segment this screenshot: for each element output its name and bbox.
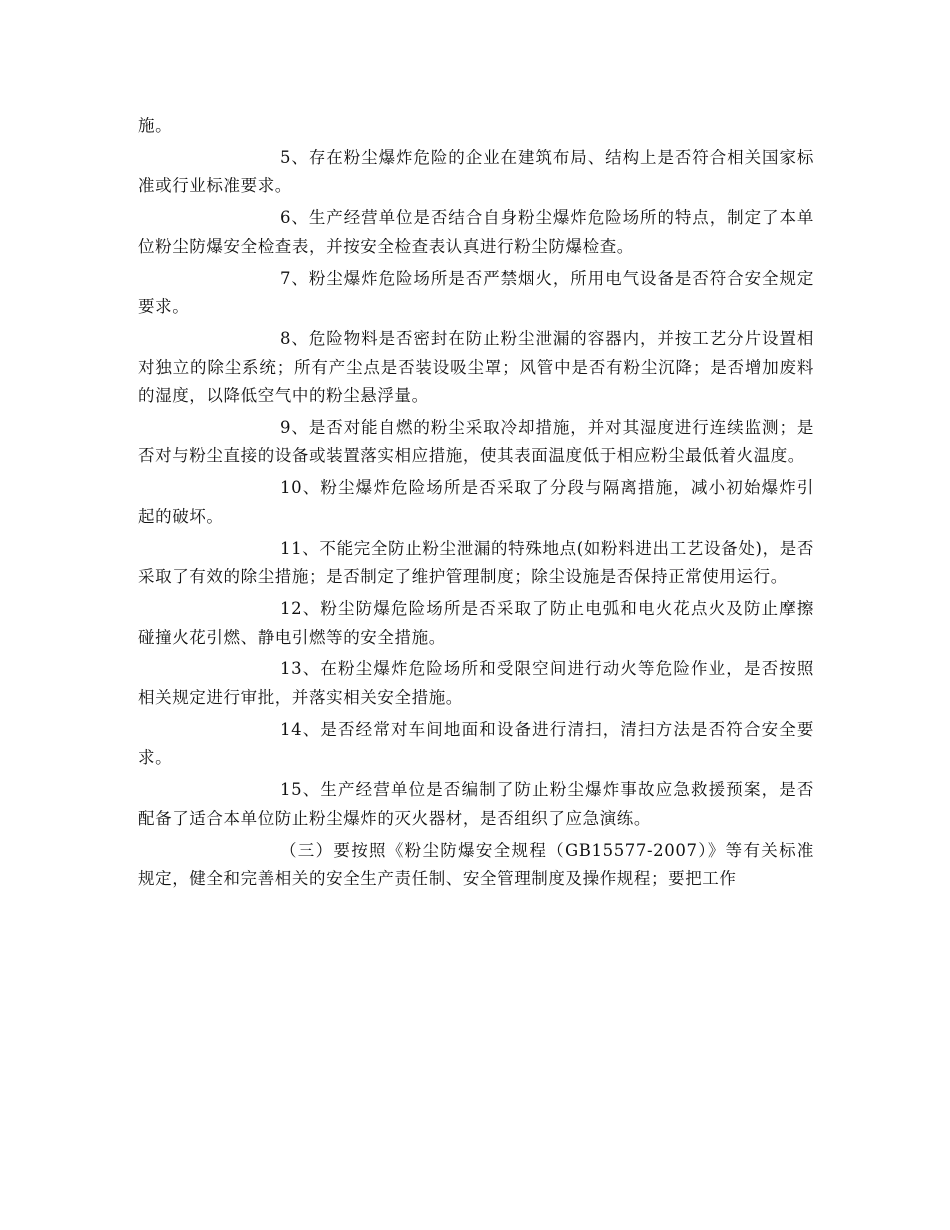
paragraph-item-13: 13、在粉尘爆炸危险场所和受限空间进行动火等危险作业，是否按照相关规定进行审批，并落实相关安全措施。 (138, 659, 814, 707)
paragraph-item-9: 9、是否对能自燃的粉尘采取冷却措施，并对其湿度进行连续监测；是否对与粉尘直接的设备或装置落实相应措施，使其表面温度低于相应粉尘最低着火温度。 (138, 417, 814, 466)
paragraph-item-5: 5、存在粉尘爆炸危险的企业在建筑布局、结构上是否符合相关国家标准或行业标准要求。 (138, 147, 814, 196)
paragraph-item-8: 8、危险物料是否密封在防止粉尘泄漏的容器内，并按工艺分片设置相对独立的除尘系统；所有产尘点是否装设吸尘罩；风管中是否有粉尘沉降；是否增加废料的湿度，以降低空气中的粉尘悬浮量。 (138, 328, 814, 406)
paragraph-item-15: 15、生产经营单位是否编制了防止粉尘爆炸事故应急救援预案，是否配备了适合本单位防止粉尘爆炸的灭火器材，是否组织了应急演练。 (138, 780, 814, 828)
paragraph-item-10: 10、粉尘爆炸危险场所是否采取了分段与隔离措施，减小初始爆炸引起的破坏。 (138, 478, 814, 526)
paragraph-item-12: 12、粉尘防爆危险场所是否采取了防止电弧和电火花点火及防止摩擦碰撞火花引燃、静电引燃等的安全措施。 (138, 599, 814, 647)
document-page (138, 112, 814, 897)
paragraph-section-3: （三）要按照《粉尘防爆安全规程（GB15577-2007）》等有关标准规定，健全和完善相关的安全生产责任制、安全管理制度及操作规程；要把工作 (138, 840, 814, 889)
paragraph-item-14: 14、是否经常对车间地面和设备进行清扫，清扫方法是否符合安全要求。 (138, 719, 814, 768)
paragraph-item-6: 6、生产经营单位是否结合自身粉尘爆炸危险场所的特点，制定了本单位粉尘防爆安全检查表，并按安全检查表认真进行粉尘防爆检查。 (138, 208, 814, 256)
paragraph-item-11: 11、不能完全防止粉尘泄漏的特殊地点(如粉料进出工艺设备处)，是否采取了有效的除尘措施；是否制定了维护管理制度；除尘设施是否保持正常使用运行。 (138, 538, 814, 587)
paragraph-item-7: 7、粉尘爆炸危险场所是否严禁烟火，所用电气设备是否符合安全规定要求。 (138, 268, 814, 317)
paragraph-continuation: 施。 (138, 116, 173, 135)
